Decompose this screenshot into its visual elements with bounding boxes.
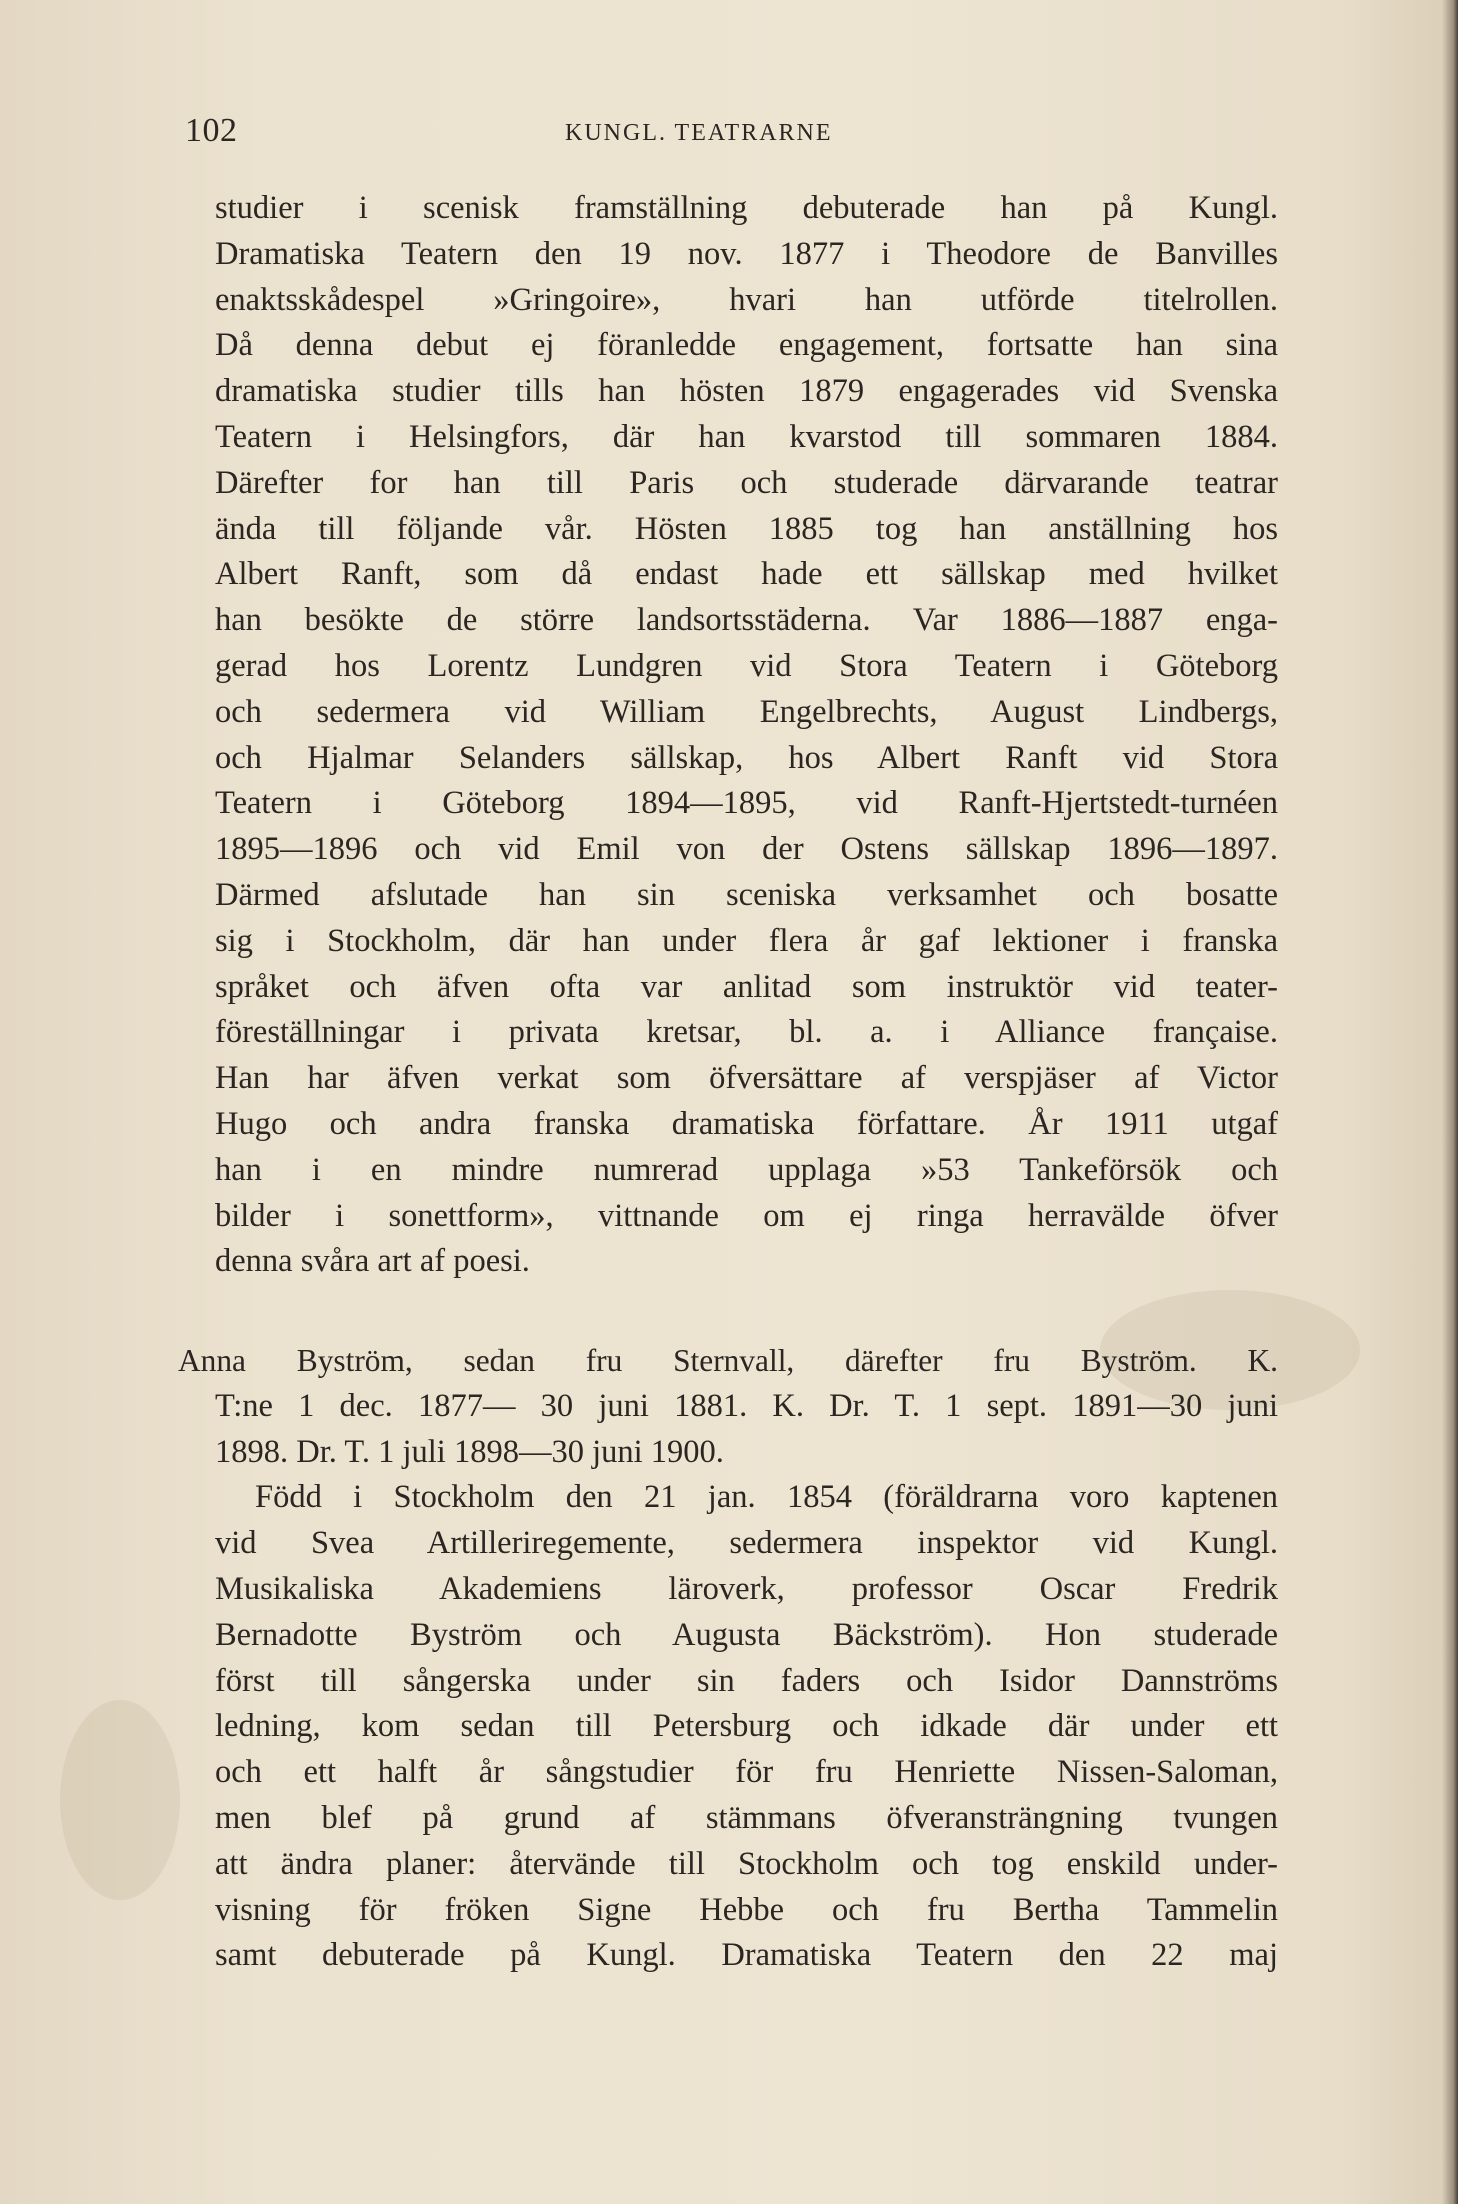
- text-line: och Hjalmar Selanders sällskap, hos Albert Ranft vid Stora: [215, 739, 1278, 776]
- text-line: denna svåra art af poesi.: [215, 1243, 530, 1280]
- text-line: Albert Ranft, som då endast hade ett sällskap med hvilket: [215, 556, 1278, 593]
- text-line: Teatern i Göteborg 1894—1895, vid Ranft-Hjertstedt-turnéen: [215, 785, 1278, 822]
- text-line: Därmed afslutade han sin sceniska verksamhet och bosatte: [215, 876, 1278, 913]
- entry-heading-line: T:ne 1 dec. 1877— 30 juni 1881. K. Dr. T. 1 sept. 1891—30 juni: [215, 1387, 1278, 1424]
- paragraph-continuation: [215, 186, 1278, 1285]
- text-line: först till sångerska under sin faders och Isidor Dannströms: [215, 1662, 1278, 1699]
- text-line: samt debuterade på Kungl. Dramatiska Teatern den 22 maj: [215, 1937, 1278, 1974]
- text-line: dramatiska studier tills han hösten 1879 engagerades vid Svenska: [215, 373, 1278, 410]
- biography-entry: [178, 1338, 1278, 1979]
- text-line: Teatern i Helsingfors, där han kvarstod till sommaren 1884.: [215, 418, 1278, 455]
- text-line: ledning, kom sedan till Petersburg och idkade där under ett: [215, 1708, 1278, 1745]
- paper-stain: [60, 1700, 180, 1900]
- text-line: Född i Stockholm den 21 jan. 1854 (föräldrarna voro kaptenen: [255, 1479, 1278, 1516]
- text-line: han besökte de större landsortsstäderna. Var 1886—1887 enga-: [215, 602, 1278, 639]
- text-line: visning för fröken Signe Hebbe och fru Bertha Tammelin: [215, 1891, 1278, 1928]
- text-line: han i en mindre numrerad upplaga »53 Tankeförsök och: [215, 1151, 1278, 1188]
- text-line: vid Svea Artilleriregemente, sedermera inspektor vid Kungl.: [215, 1525, 1278, 1562]
- text-line: Hugo och andra franska dramatiska författare. År 1911 utgaf: [215, 1105, 1278, 1142]
- text-line: Han har äfven verkat som öfversättare af verspjäser af Victor: [215, 1060, 1278, 1097]
- running-head: KUNGL. TEATRARNE: [565, 120, 833, 146]
- text-line: studier i scenisk framställning debuterade han på Kungl.: [215, 190, 1278, 226]
- entry-heading-line: 1898. Dr. T. 1 juli 1898—30 juni 1900.: [215, 1433, 724, 1470]
- text-line: sig i Stockholm, där han under flera år gaf lektioner i franska: [215, 922, 1278, 959]
- text-line: bilder i sonettform», vittnande om ej ringa herravälde öfver: [215, 1197, 1278, 1234]
- page-edge-shadow: [1442, 0, 1458, 2204]
- text-line: gerad hos Lorentz Lundgren vid Stora Teatern i Göteborg: [215, 647, 1278, 684]
- text-line: Då denna debut ej föranledde engagement, fortsatte han sina: [215, 327, 1278, 364]
- entry-heading-line: Anna Byström, sedan fru Sternvall, därefter fru Byström. K.: [178, 1343, 1278, 1378]
- text-line: 1895—1896 och vid Emil von der Ostens sällskap 1896—1897.: [215, 831, 1278, 868]
- text-line: Därefter for han till Paris och studerade därvarande teatrar: [215, 464, 1278, 501]
- text-line: och ett halft år sångstudier för fru Henriette Nissen-Saloman,: [215, 1754, 1278, 1791]
- text-line: ända till följande vår. Hösten 1885 tog han anställning hos: [215, 510, 1278, 547]
- text-line: men blef på grund af stämmans öfveransträngning tvungen: [215, 1799, 1278, 1836]
- text-line: Bernadotte Byström och Augusta Bäckström). Hon studerade: [215, 1616, 1278, 1653]
- text-line: Dramatiska Teatern den 19 nov. 1877 i Theodore de Banvilles: [215, 235, 1278, 272]
- text-line: föreställningar i privata kretsar, bl. a. i Alliance française.: [215, 1014, 1278, 1051]
- text-line: och sedermera vid William Engelbrechts, August Lindbergs,: [215, 693, 1278, 730]
- text-line: språket och äfven ofta var anlitad som instruktör vid teater-: [215, 968, 1278, 1005]
- text-line: enaktsskådespel »Gringoire», hvari han utförde titelrollen.: [215, 281, 1278, 318]
- text-line: att ändra planer: återvände till Stockholm och tog enskild under-: [215, 1845, 1278, 1882]
- page-number: 102: [185, 112, 238, 149]
- text-line: Musikaliska Akademiens läroverk, professor Oscar Fredrik: [215, 1570, 1278, 1607]
- page-header: [0, 112, 1458, 156]
